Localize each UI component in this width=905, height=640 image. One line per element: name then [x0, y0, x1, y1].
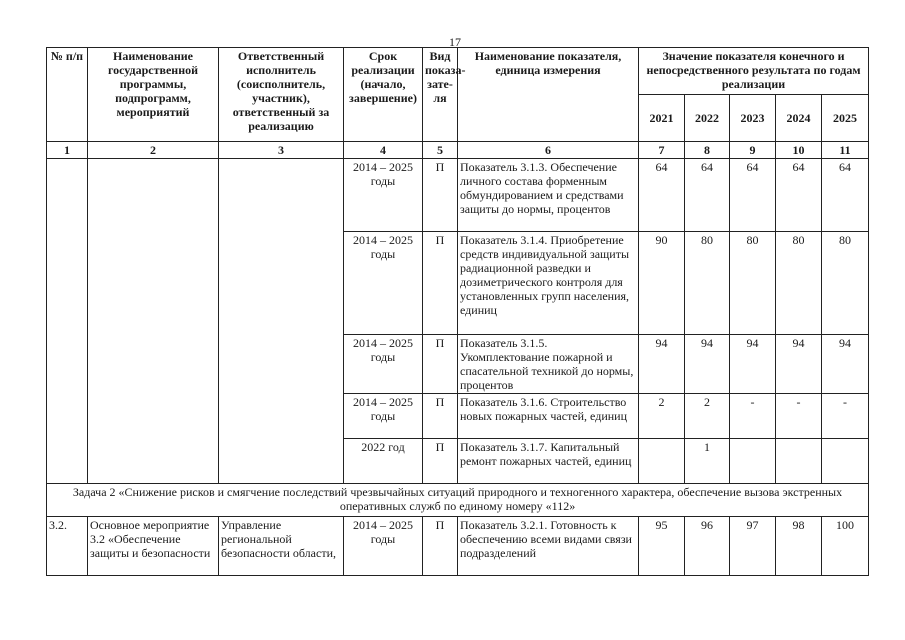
header-executor: Ответственный исполнитель (соисполнитель, участник), ответственный за реализацию	[219, 48, 344, 142]
value-cell: 90	[639, 232, 685, 335]
header-year: 2025	[822, 95, 869, 142]
empty-name-cell	[88, 159, 219, 484]
term-cell: 2022 год	[344, 439, 423, 484]
kind-cell: П	[423, 517, 458, 576]
header-term: Срок реализации (начало, завершение)	[344, 48, 423, 142]
column-number: 8	[685, 142, 730, 159]
column-number: 7	[639, 142, 685, 159]
header-kind: Вид показа-зате-ля	[423, 48, 458, 142]
value-cell: 94	[776, 335, 822, 394]
indicator-cell: Показатель 3.1.7. Капитальный ремонт пожарных частей, единиц	[458, 439, 639, 484]
value-cell: 98	[776, 517, 822, 576]
indicator-cell: Показатель 3.1.5. Укомплектование пожарной и спасательной техникой до нормы, процентов	[458, 335, 639, 394]
indicator-cell: Показатель 3.1.6. Строительство новых пожарных частей, единиц	[458, 394, 639, 439]
header-year: 2021	[639, 95, 685, 142]
value-cell: 80	[685, 232, 730, 335]
num-cell: 3.2.	[47, 517, 88, 576]
value-cell: 2	[685, 394, 730, 439]
kind-cell: П	[423, 159, 458, 232]
column-number: 4	[344, 142, 423, 159]
value-cell: 94	[639, 335, 685, 394]
value-cell: 64	[730, 159, 776, 232]
value-cell	[822, 439, 869, 484]
column-number: 1	[47, 142, 88, 159]
header-year: 2022	[685, 95, 730, 142]
task-heading: Задача 2 «Снижение рисков и смягчение последствий чрезвычайных ситуаций природного и техногенного характера, обеспечение вызова экстренных оперативных служб по единому номеру «112»	[47, 484, 869, 517]
value-cell: 100	[822, 517, 869, 576]
column-number: 9	[730, 142, 776, 159]
empty-num-cell	[47, 159, 88, 484]
value-cell: 80	[776, 232, 822, 335]
column-number-row	[47, 142, 869, 159]
column-number: 6	[458, 142, 639, 159]
value-cell: 64	[776, 159, 822, 232]
kind-cell: П	[423, 439, 458, 484]
value-cell: 80	[822, 232, 869, 335]
value-cell: 2	[639, 394, 685, 439]
term-cell: 2014 – 2025 годы	[344, 517, 423, 576]
indicator-cell: Показатель 3.2.1. Готовность к обеспечению всеми видами связи подразделений	[458, 517, 639, 576]
column-number: 11	[822, 142, 869, 159]
value-cell	[776, 439, 822, 484]
term-cell: 2014 – 2025 годы	[344, 232, 423, 335]
kind-cell: П	[423, 335, 458, 394]
executor-cell: Управление региональной безопасности области,	[219, 517, 344, 576]
value-cell: -	[776, 394, 822, 439]
value-cell	[639, 439, 685, 484]
column-number: 2	[88, 142, 219, 159]
kind-cell: П	[423, 232, 458, 335]
value-cell: 64	[685, 159, 730, 232]
column-number: 3	[219, 142, 344, 159]
column-number: 5	[423, 142, 458, 159]
value-cell	[730, 439, 776, 484]
value-cell: 1	[685, 439, 730, 484]
empty-executor-cell	[219, 159, 344, 484]
value-cell: 95	[639, 517, 685, 576]
value-cell: 96	[685, 517, 730, 576]
column-number: 10	[776, 142, 822, 159]
term-cell: 2014 – 2025 годы	[344, 159, 423, 232]
indicator-cell: Показатель 3.1.4. Приобретение средств индивидуальной защиты радиационной разведки и дозиметрического контроля для установленных групп населения, единиц	[458, 232, 639, 335]
value-cell: 64	[639, 159, 685, 232]
value-cell: 80	[730, 232, 776, 335]
value-cell: 64	[822, 159, 869, 232]
table-row	[47, 517, 869, 576]
header-num: № п/п	[47, 48, 88, 142]
value-cell: -	[822, 394, 869, 439]
header-values-group: Значение показателя конечного и непосредственного результата по годам реализации	[639, 48, 869, 95]
value-cell: 94	[685, 335, 730, 394]
table-row	[47, 159, 869, 232]
page-number: 17	[449, 35, 461, 49]
value-cell: 97	[730, 517, 776, 576]
header-indicator: Наименование показателя, единица измерения	[458, 48, 639, 142]
header-name: Наименование государственной программы, подпрограмм, мероприятий	[88, 48, 219, 142]
header-year: 2023	[730, 95, 776, 142]
value-cell: 94	[822, 335, 869, 394]
task-row	[47, 484, 869, 517]
kind-cell: П	[423, 394, 458, 439]
header-year: 2024	[776, 95, 822, 142]
value-cell: -	[730, 394, 776, 439]
value-cell: 94	[730, 335, 776, 394]
name-cell: Основное мероприятие 3.2 «Обеспечение защиты и безопасности	[88, 517, 219, 576]
indicator-table	[46, 47, 869, 576]
indicator-cell: Показатель 3.1.3. Обеспечение личного состава форменным обмундированием и средствами защиты до нормы, процентов	[458, 159, 639, 232]
term-cell: 2014 – 2025 годы	[344, 394, 423, 439]
term-cell: 2014 – 2025 годы	[344, 335, 423, 394]
